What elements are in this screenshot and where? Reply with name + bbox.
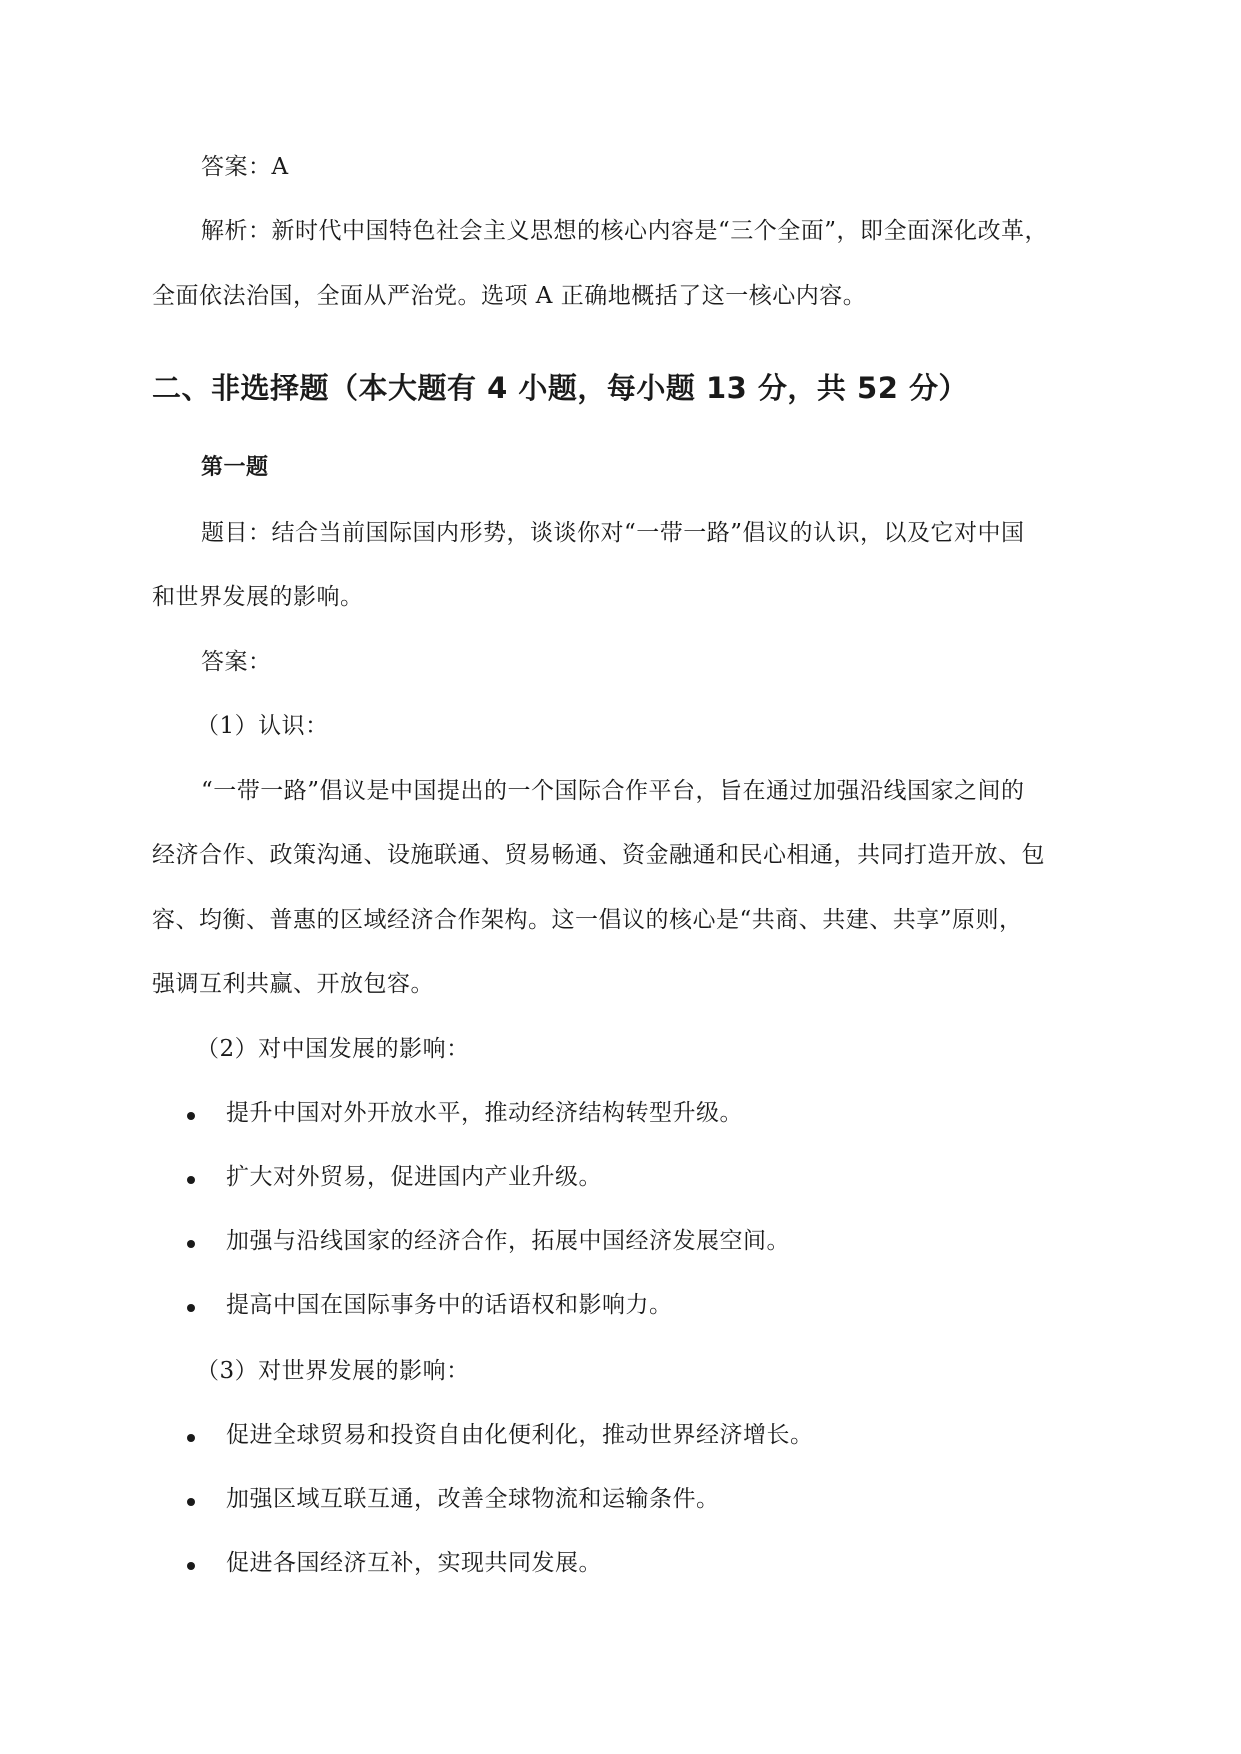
list-item: 提高中国在国际事务中的话语权和影响力。: [226, 1292, 673, 1318]
question-prompt-line-2: 和世界发展的影响。: [152, 584, 364, 610]
bullet-icon: [187, 1498, 195, 1506]
question-heading: 第一题: [201, 455, 269, 480]
section-title: 二、非选择题（本大题有 4 小题，每小题 13 分，共 52 分）: [152, 371, 968, 405]
question-prompt-line-1: 题目：结合当前国际国内形势，谈谈你对“一带一路”倡议的认识，以及它对中国: [201, 520, 1025, 546]
prev-explanation-line-2: 全面依法治国，全面从严治党。选项 A 正确地概括了这一核心内容。: [152, 283, 867, 309]
bullet-icon: [187, 1304, 195, 1312]
bullet-icon: [187, 1434, 195, 1442]
prev-answer: 答案：A: [201, 154, 289, 180]
bullet-icon: [187, 1240, 195, 1248]
answer-label: 答案：: [201, 649, 272, 675]
bullet-icon: [187, 1176, 195, 1184]
bullet-icon: [187, 1562, 195, 1570]
prev-explanation-line-1: 解析：新时代中国特色社会主义思想的核心内容是“三个全面”，即全面深化改革，: [201, 218, 1049, 244]
part1-paragraph-line-1: “一带一路”倡议是中国提出的一个国际合作平台，旨在通过加强沿线国家之间的: [201, 778, 1025, 804]
list-item: 加强区域互联互通，改善全球物流和运输条件。: [226, 1486, 720, 1512]
part1-paragraph-line-4: 强调互利共赢、开放包容。: [152, 971, 434, 997]
part3-label: （3）对世界发展的影响：: [196, 1358, 470, 1384]
bullet-icon: [187, 1112, 195, 1120]
list-item: 促进各国经济互补，实现共同发展。: [226, 1550, 602, 1576]
part1-paragraph-line-3: 容、均衡、普惠的区域经济合作架构。这一倡议的核心是“共商、共建、共享”原则，: [152, 907, 1023, 933]
part1-label: （1）认识：: [196, 713, 329, 739]
list-item: 扩大对外贸易，促进国内产业升级。: [226, 1164, 602, 1190]
list-item: 加强与沿线国家的经济合作，拓展中国经济发展空间。: [226, 1228, 790, 1254]
list-item: 促进全球贸易和投资自由化便利化，推动世界经济增长。: [226, 1422, 814, 1448]
part2-label: （2）对中国发展的影响：: [196, 1036, 470, 1062]
part1-paragraph-line-2: 经济合作、政策沟通、设施联通、贸易畅通、资金融通和民心相通，共同打造开放、包: [152, 842, 1045, 868]
list-item: 提升中国对外开放水平，推动经济结构转型升级。: [226, 1100, 743, 1126]
